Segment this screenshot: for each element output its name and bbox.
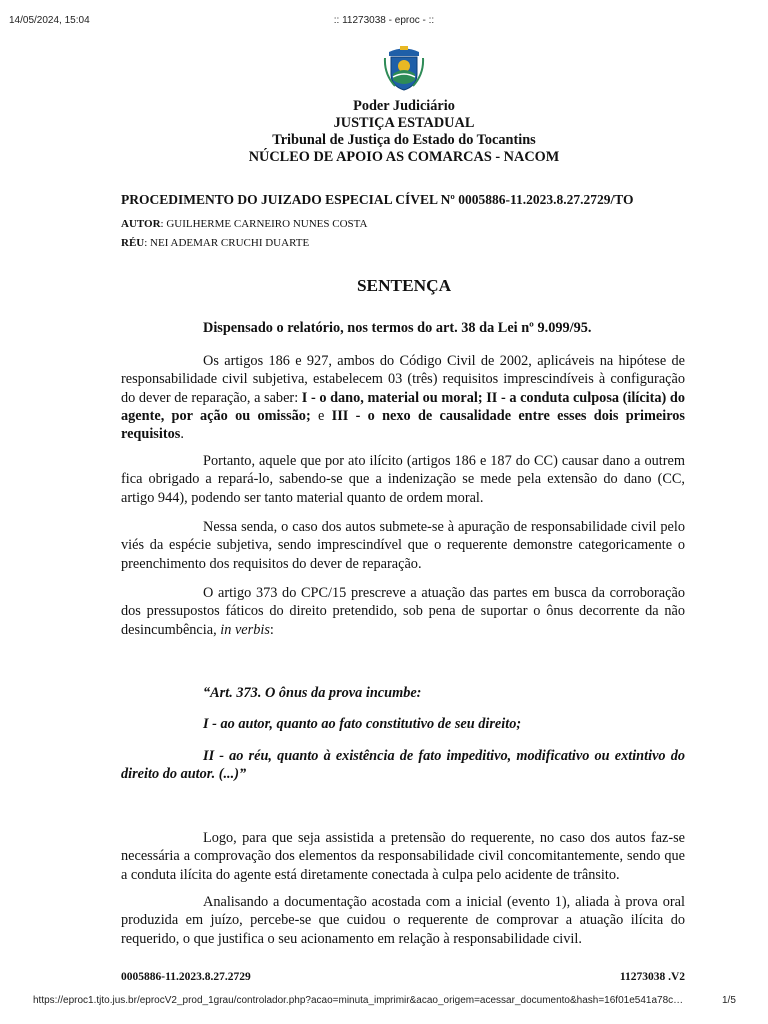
footer-process-number: 0005886-11.2023.8.27.2729	[121, 971, 251, 983]
coat-of-arms-icon	[383, 44, 425, 92]
footer-document-id: 11273038 .V2	[619, 971, 685, 983]
document-footer	[121, 971, 685, 987]
quote-2-text: I - ao autor, quanto ao fato constitutivo de seu direito;	[203, 716, 522, 732]
p4-in-verbis: in verbis	[220, 621, 270, 638]
paragraph-art-373	[121, 584, 685, 639]
paragraph-logo	[121, 829, 685, 884]
p2-text: Portanto, aquele que por ato ilícito (artigos 186 e 187 do CC) causar dano a outrem fica obrigado a repará-lo, sabendo-se que a indenização se mede pela extensão do dano (CC, artigo 944), podendo ser tanto material quanto de ordem moral.	[121, 453, 685, 506]
party-autor	[121, 218, 367, 230]
court-line-poder: Poder Judiciário	[353, 98, 455, 114]
p1-text: Os artigos 186 e 927, ambos do Código Civil de 2002, aplicáveis na hipótese de responsabilidade civil subjetiva, estabelecem 03 (três) requisitos imprescindíveis à configuração do dever de reparação, a saber:	[121, 353, 685, 406]
court-line-tribunal: Tribunal de Justiça do Estado do Tocantins	[272, 132, 536, 148]
print-url: https://eproc1.tjto.jus.br/eprocV2_prod_1grau/controlador.php?acao=minuta_imprimir&acao_origem=acessar_documento&hash=16f01e541a78c…	[33, 995, 684, 1006]
p1-requirements-1-2: I - o dano, material ou moral; II - a conduta culposa (ilícita) do agente, por ação ou omissão;	[121, 389, 686, 424]
print-footer	[0, 995, 768, 1011]
autor-label: AUTOR	[121, 218, 161, 230]
court-header	[0, 98, 768, 166]
print-page-title: :: 11273038 - eproc - ::	[333, 15, 435, 26]
quote-line-1	[121, 684, 685, 702]
reu-label: RÉU	[121, 237, 145, 249]
p5-text: Logo, para que seja assistida a pretensão do requerente, no caso dos autos faz-se necessária a comprovação dos elementos da responsabilidade civil concomitantemente, sendo que a conduta ilícita do agente está diretamente conectada à culpa pelo acidente de trânsito.	[121, 830, 685, 883]
p4-end: :	[269, 621, 274, 638]
sentence-heading: SENTENÇA	[356, 276, 452, 295]
paragraph-nessa-senda	[121, 518, 685, 573]
quote-line-3	[121, 747, 685, 784]
quote-3-text: II - ao réu, quanto à existência de fato impeditivo, modificativo ou extintivo do direito do autor. (...)”	[121, 748, 685, 783]
quote-1-text: “Art. 373. O ônus da prova incumbe:	[203, 685, 422, 701]
print-page-number: 1/5	[722, 995, 736, 1006]
court-line-justica: JUSTIÇA ESTADUAL	[333, 115, 475, 131]
court-line-nucleo: NÚCLEO DE APOIO AS COMARCAS - NACOM	[248, 149, 560, 165]
party-reu	[121, 237, 309, 249]
p6-text: Analisando a documentação acostada com a inicial (evento 1), aliada à prova oral produzida em juízo, percebe-se que cuidou o requerente de comprovar a atuação ilícita do requerido, o que justifica o seu acionamento em relação à responsabilidade civil.	[121, 894, 685, 947]
p4-text: O artigo 373 do CPC/15 prescreve a atuação das partes em busca da corroboração dos pressupostos fáticos do direito pretendido, sob pena de suportar o ônus decorrente da não desincumbência,	[121, 585, 685, 638]
procedure-title: PROCEDIMENTO DO JUIZADO ESPECIAL CÍVEL Nº 0005886-11.2023.8.27.2729/TO	[121, 192, 634, 207]
reu-name: : NEI ADEMAR CRUCHI DUARTE	[144, 237, 310, 249]
paragraph-civil-code	[121, 352, 685, 443]
p1-conjunction: e	[310, 407, 332, 424]
paragraph-portanto	[121, 452, 685, 507]
report-dispensed-text: Dispensado o relatório, nos termos do art. 38 da Lei nº 9.099/95.	[203, 320, 592, 336]
paragraph-analisando	[121, 893, 685, 948]
p1-end: .	[180, 426, 184, 443]
autor-name: : GUILHERME CARNEIRO NUNES COSTA	[160, 218, 368, 230]
p1-requirement-3: III - o nexo de causalidade entre esses dois primeiros requisitos	[121, 407, 685, 443]
p3-text: Nessa senda, o caso dos autos submete-se à apuração de responsabilidade civil pelo viés da espécie subjetiva, sendo imprescindível que o requerente demonstre categoricamente o preenchimento dos requisitos do dever de reparação.	[121, 519, 685, 572]
report-dispensed	[121, 319, 685, 337]
quote-line-2	[121, 715, 685, 733]
print-header	[0, 15, 768, 31]
print-datetime: 14/05/2024, 15:04	[9, 15, 90, 26]
